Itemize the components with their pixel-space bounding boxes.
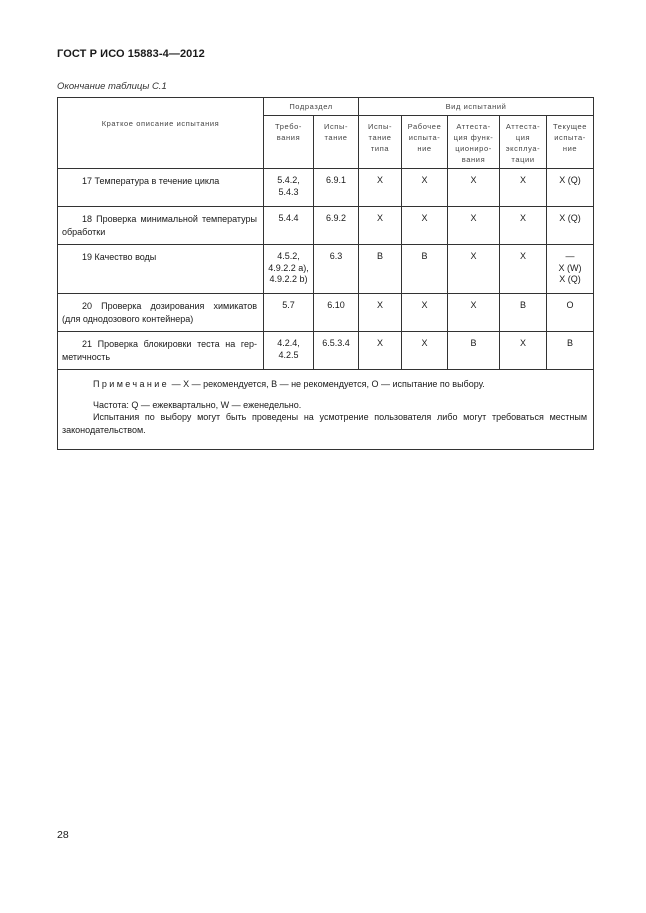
- row-value: X: [359, 332, 402, 370]
- row-value: X: [359, 169, 402, 207]
- row-value: B: [500, 294, 547, 332]
- row-value: X: [359, 294, 402, 332]
- row-value: B: [448, 332, 500, 370]
- row-value: X: [500, 169, 547, 207]
- header-operational-qualification: Аттеста- ция эксплуа- тации: [500, 116, 547, 169]
- row-test-clause: 6.5.3.4: [314, 332, 359, 370]
- row-value: B: [402, 245, 448, 294]
- table-row: [58, 245, 594, 294]
- note-optional-tests: Испытания по выбору могут быть проведены на усмотрение пользователя либо могут требоваться местным законодательством.: [62, 412, 588, 435]
- header-requirements: Требо- вания: [264, 116, 314, 169]
- row-value: O: [547, 294, 594, 332]
- row-value: X: [402, 332, 448, 370]
- row-value: X: [500, 332, 547, 370]
- row-requirements: 5.7: [264, 294, 314, 332]
- table-row: [58, 169, 594, 207]
- header-routine-test: Текущее испыта- ние: [547, 116, 594, 169]
- row-requirements: 4.2.4, 4.2.5: [264, 332, 314, 370]
- table-row: [58, 207, 594, 245]
- row-test-clause: 6.9.1: [314, 169, 359, 207]
- page-number: 28: [57, 829, 69, 841]
- header-test-type: Вид испытаний: [359, 98, 594, 116]
- row-test-clause: 6.9.2: [314, 207, 359, 245]
- row-value: X: [402, 294, 448, 332]
- header-description: Краткое описание испытания: [58, 98, 264, 169]
- row-value: X: [448, 294, 500, 332]
- header-test: Испы- тание: [314, 116, 359, 169]
- note-legend: Примечание — X — рекомендуется, B — не рекомендуется, O — испытание по выбору.: [93, 379, 485, 389]
- row-requirements: 4.5.2, 4.9.2.2 а), 4.9.2.2 b): [264, 245, 314, 294]
- row-value: X: [402, 207, 448, 245]
- row-value: X: [448, 169, 500, 207]
- table-notes: [58, 370, 594, 450]
- row-value: X: [448, 207, 500, 245]
- row-value: B: [359, 245, 402, 294]
- row-description: 21 Проверка блокировки теста на герметичность: [58, 332, 264, 370]
- header-type-test: Испы- тание типа: [359, 116, 402, 169]
- header-operational-test: Рабочее испыта- ние: [402, 116, 448, 169]
- note-frequency: Частота: Q — ежеквартально, W — еженедельно.: [93, 399, 302, 410]
- row-value: B: [547, 332, 594, 370]
- row-value: X (Q): [547, 169, 594, 207]
- row-value: X: [402, 169, 448, 207]
- row-description: 18 Проверка минимальной температуры обработки: [58, 207, 264, 245]
- row-value: X: [500, 207, 547, 245]
- header-performance-qualification: Аттеста- ция функ- циониро- вания: [448, 116, 500, 169]
- row-test-clause: 6.10: [314, 294, 359, 332]
- row-description: 19 Качество воды: [58, 245, 264, 294]
- document-title: ГОСТ Р ИСО 15883-4—2012: [57, 48, 205, 60]
- row-test-clause: 6.3: [314, 245, 359, 294]
- test-table: [57, 97, 594, 450]
- table-caption: Окончание таблицы С.1: [57, 81, 167, 92]
- row-value: X: [448, 245, 500, 294]
- row-description: 20 Проверка дозирования химикатов (для однодозового контейнера): [58, 294, 264, 332]
- row-value: X: [500, 245, 547, 294]
- row-value: X: [359, 207, 402, 245]
- notes-row: [58, 370, 594, 450]
- table-row: [58, 294, 594, 332]
- row-value: X (Q): [547, 207, 594, 245]
- row-requirements: 5.4.4: [264, 207, 314, 245]
- row-value: — X (W) X (Q): [547, 245, 594, 294]
- header-subsection: Подраздел: [264, 98, 359, 116]
- table-row: [58, 332, 594, 370]
- row-description: 17 Температура в течение цикла: [58, 169, 264, 207]
- row-requirements: 5.4.2, 5.4.3: [264, 169, 314, 207]
